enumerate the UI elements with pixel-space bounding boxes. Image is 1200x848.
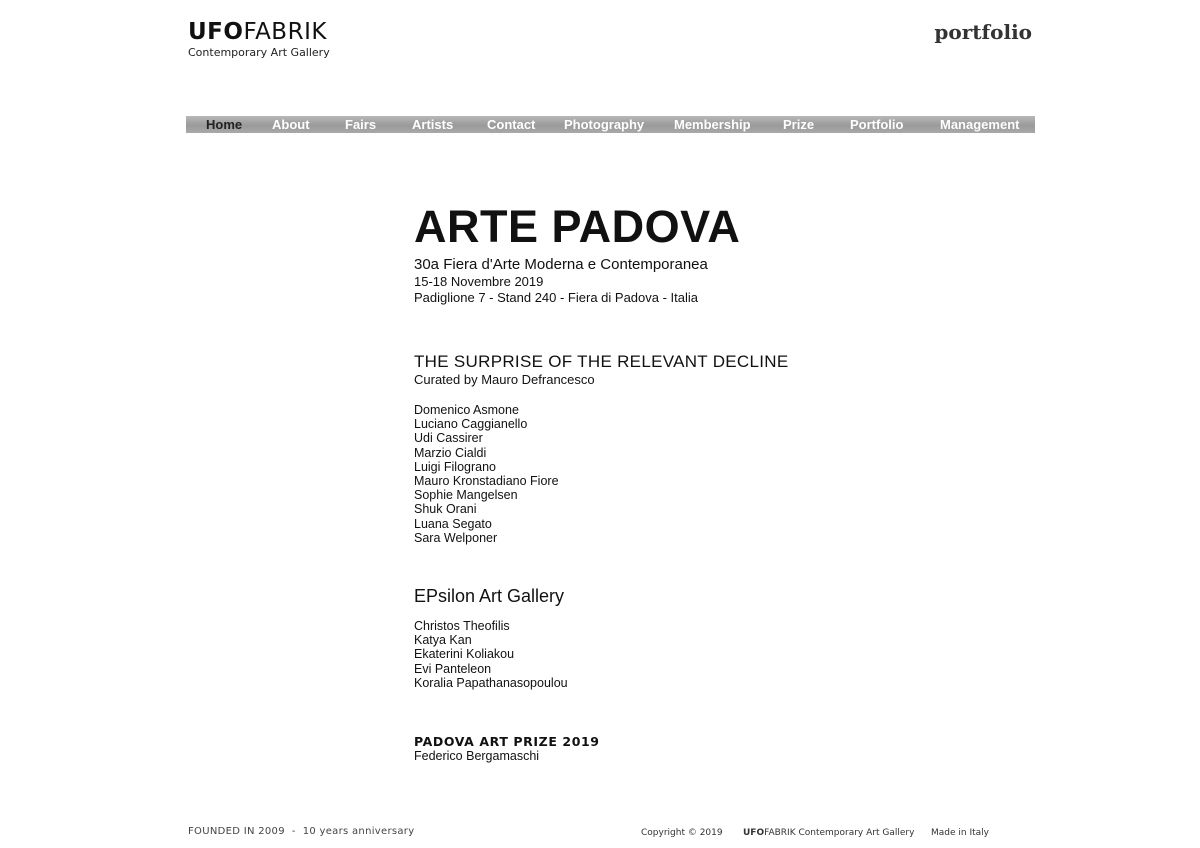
artist-name: Mauro Kronstadiano Fiore	[414, 474, 559, 489]
logo-title	[188, 18, 330, 46]
artist-name: Luana Segato	[414, 516, 492, 531]
prize-winner: Federico Bergamaschi	[414, 749, 540, 764]
artist-name: Luigi Filograno	[414, 459, 496, 474]
artist-name: Sara Welponer	[414, 530, 498, 545]
nav-portfolio[interactable]: Portfolio	[850, 117, 904, 132]
nav-about[interactable]: About	[272, 117, 310, 132]
artist-name: Luciano Caggianello	[414, 417, 528, 432]
footer-brand	[743, 828, 914, 838]
prize-title: PADOVA ART PRIZE 2019	[414, 734, 600, 750]
fair-subtitle: 30a Fiera d'Arte Moderna e Contemporanea	[414, 256, 708, 273]
exhibition-artist-list	[414, 403, 974, 545]
main-content	[414, 200, 974, 763]
exhibition-title: THE SURPRISE OF THE RELEVANT DECLINE	[414, 352, 789, 371]
artist-name: Koralia Papathanasopoulou	[414, 675, 568, 690]
artist-name: Katya Kan	[414, 633, 472, 648]
nav-photography[interactable]: Photography	[564, 117, 645, 132]
footer-copyright: Copyright © 2019	[641, 828, 723, 838]
nav-artists[interactable]: Artists	[412, 117, 454, 132]
footer-brand-bold: UFO	[743, 828, 765, 838]
exhibition-curator: Curated by Mauro Defrancesco	[414, 372, 595, 387]
nav-home[interactable]: Home	[206, 117, 243, 132]
artist-name: Marzio Cialdi	[414, 445, 487, 460]
artist-name: Evi Panteleon	[414, 661, 492, 676]
footer-made-in: Made in Italy	[931, 828, 989, 838]
artist-name: Sophie Mangelsen	[414, 488, 518, 503]
logo-light: FABRIK	[243, 19, 327, 45]
fair-title: ARTE PADOVA	[414, 201, 741, 252]
artist-name: Udi Cassirer	[414, 431, 483, 446]
artist-name: Ekaterini Koliakou	[414, 647, 515, 662]
fair-dates: 15-18 Novembre 2019	[414, 274, 544, 289]
gallery-artist-list	[414, 619, 974, 690]
footer-founded: FOUNDED IN 2009 - 10 years anniversary	[188, 826, 415, 837]
artist-name: Christos Theofilis	[414, 619, 510, 634]
nav-management[interactable]: Management	[940, 117, 1020, 132]
gallery-title: EPsilon Art Gallery	[414, 586, 565, 607]
nav-prize[interactable]: Prize	[783, 117, 815, 132]
fair-location: Padiglione 7 - Stand 240 - Fiera di Padova - Italia	[414, 290, 699, 305]
nav-fairs[interactable]: Fairs	[345, 117, 377, 132]
site-logo[interactable]	[188, 18, 330, 59]
logo-subtitle: Contemporary Art Gallery	[188, 46, 330, 59]
section-tag: portfolio	[934, 20, 1032, 44]
artist-name: Domenico Asmone	[414, 403, 519, 417]
artist-name: Shuk Orani	[414, 502, 477, 517]
logo-bold: UFO	[188, 19, 244, 45]
nav-contact[interactable]: Contact	[487, 117, 536, 132]
main-nav	[186, 116, 1035, 133]
footer-brand-rest: FABRIK Contemporary Art Gallery	[764, 828, 915, 838]
nav-membership[interactable]: Membership	[674, 117, 751, 132]
